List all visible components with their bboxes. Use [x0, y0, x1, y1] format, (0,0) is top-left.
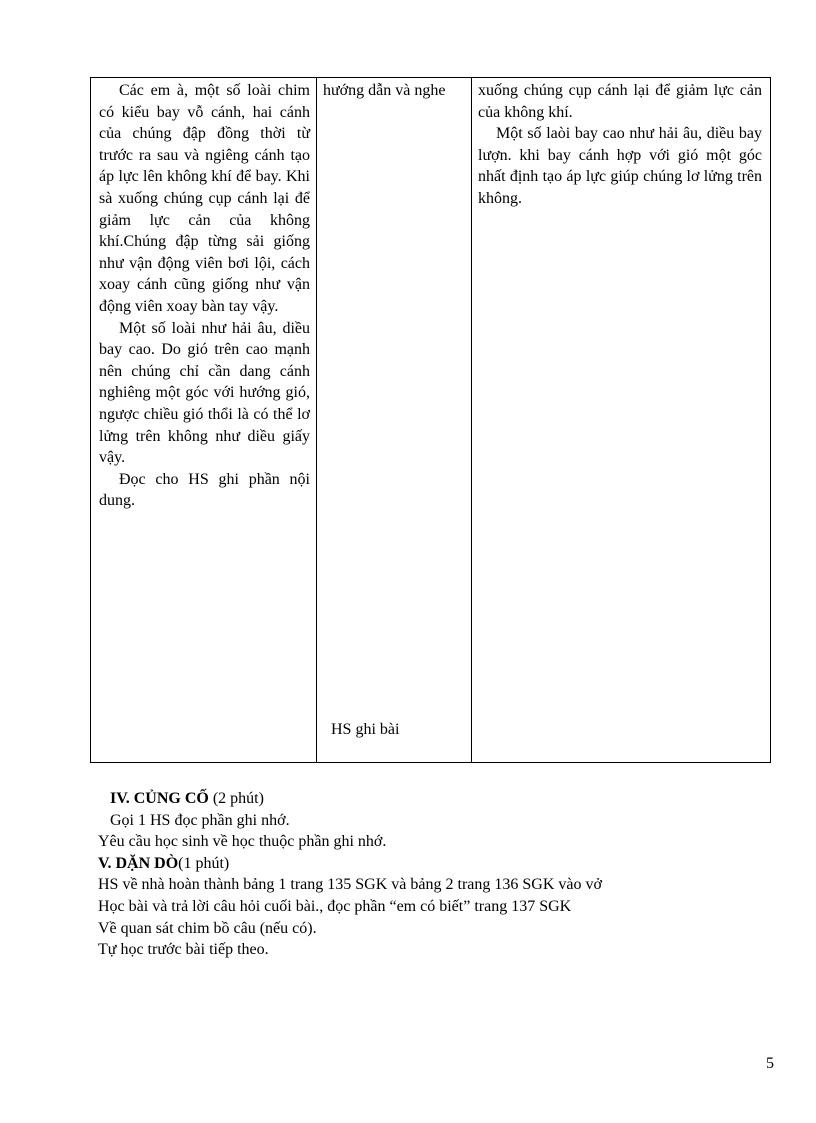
paragraph: hướng dẫn và nghe — [323, 82, 446, 99]
paragraph: Một số loài như hải âu, diều bay cao. Do gió trên cao mạnh nên chúng chỉ cần dang cánh nghiêng một góc với hướng gió, ngược chiều gió thổi là có thể lơ lửng trên không như diều giấy vậy. — [99, 319, 310, 467]
text-line: Gọi 1 HS đọc phần ghi nhớ. — [110, 811, 290, 829]
section-heading: IV. CỦNG CỐ (2 phút) — [110, 790, 264, 807]
content-cell — [472, 78, 771, 763]
text-line: Về quan sát chim bồ câu (nếu có). — [98, 919, 317, 937]
paragraph: Đọc cho HS ghi phần nội dung. — [99, 470, 310, 510]
paragraph: Một số laòi bay cao như hải âu, diều bay lượn. khi bay cánh hợp với gió một góc nhất định tạo áp lực giúp chúng lơ lửng trên không. — [478, 125, 762, 207]
student-activity-cell — [317, 78, 472, 763]
paragraph: Các em à, một số loài chim có kiểu bay vỗ cánh, hai cánh của chúng đập đồng thời từ trước ra sau và ngiêng cánh tạo áp lực lên không khí để bay. Khi sà xuống chúng cụp cánh lại để giảm lực cản của không khí.Chúng đập từng sải giống như vận động viên bơi lội, cách xoay cánh cũng giống như vận động viên xoay bàn tay vậy. — [99, 82, 310, 315]
section-heading: V. DẶN DÒ(1 phút) — [98, 854, 230, 872]
teacher-activity-cell — [91, 78, 317, 763]
text-line: Tự học trước bài tiếp theo. — [98, 941, 269, 959]
page-number: 5 — [766, 1055, 774, 1072]
lesson-table — [90, 77, 771, 763]
text-line: Học bài và trả lời câu hỏi cuối bài., đọc phần “em có biết” trang 137 SGK — [98, 897, 572, 915]
text-line: HS về nhà hoàn thành bảng 1 trang 135 SGK và bảng 2 trang 136 SGK vào vở — [98, 876, 602, 894]
paragraph: xuống chúng cụp cánh lại để giảm lực cản của không khí. — [478, 82, 762, 121]
table-row — [91, 78, 771, 763]
text-line: Yêu cầu học sinh về học thuộc phần ghi nhớ. — [98, 833, 387, 851]
lesson-closing — [98, 788, 778, 961]
student-note: HS ghi bài — [331, 721, 400, 738]
